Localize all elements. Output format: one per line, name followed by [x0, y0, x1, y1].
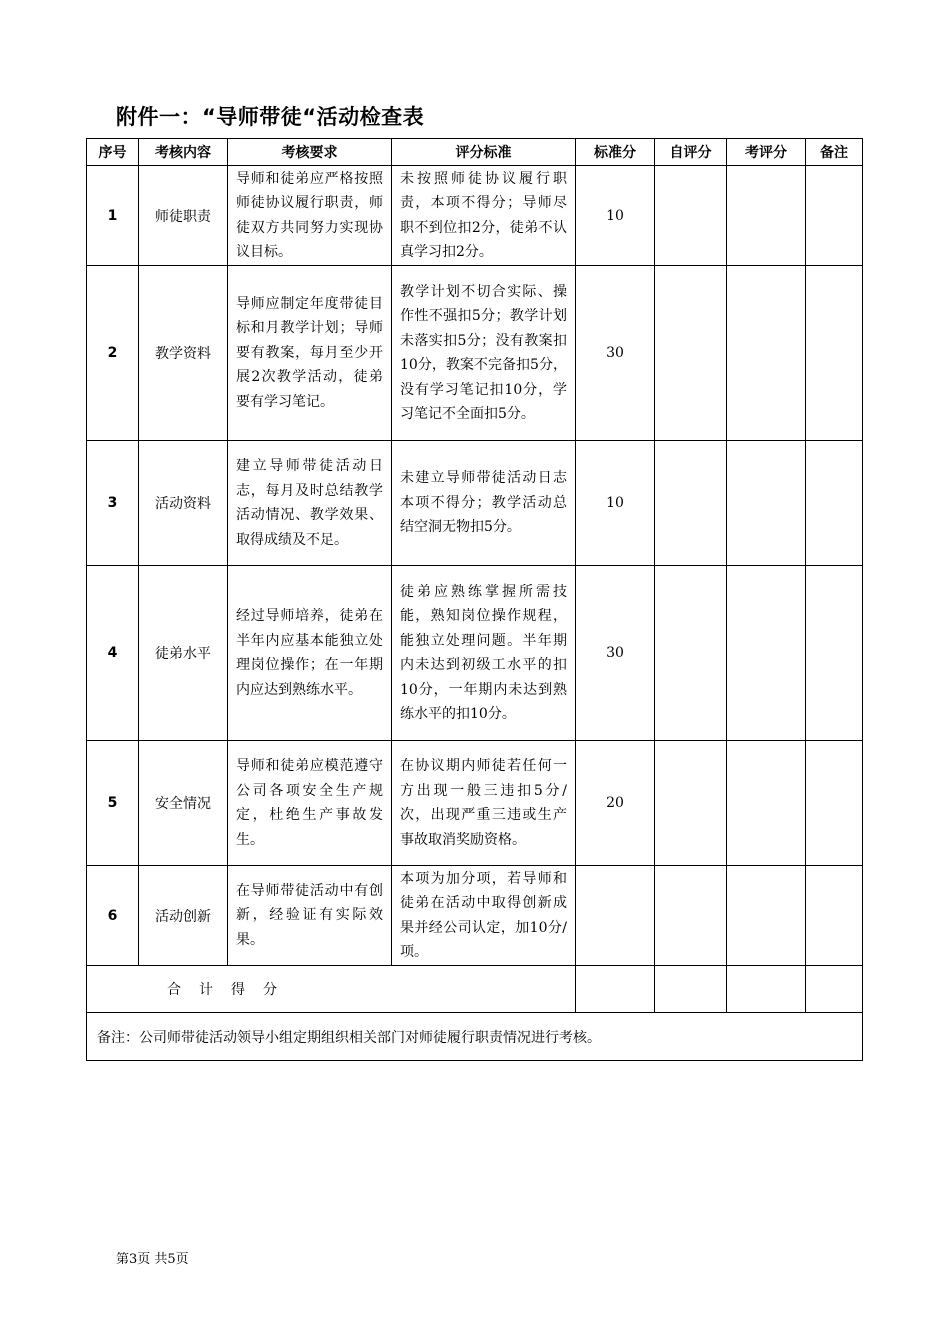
row-requirement: 导师和徒弟应严格按照师徒协议履行职责，师徒双方共同努力实现协议目标。 — [228, 166, 392, 266]
row-criteria: 教学计划不切合实际、操作性不强扣5分；教学计划未落实扣5分；没有教案扣10分，教案不完备扣5分，没有学习笔记扣10分，学习笔记不全面扣5分。 — [392, 266, 576, 441]
header-requirement: 考核要求 — [228, 139, 392, 166]
row-standard-score — [576, 866, 655, 966]
header-seq: 序号 — [87, 139, 139, 166]
row-self-score-cell — [655, 566, 727, 741]
header-criteria: 评分标准 — [392, 139, 576, 166]
table-row — [87, 866, 863, 966]
header-review-score: 考评分 — [727, 139, 806, 166]
row-requirement: 在导师带徒活动中有创新，经验证有实际效果。 — [228, 866, 392, 966]
row-standard-score: 30 — [576, 266, 655, 441]
header-remarks: 备注 — [806, 139, 863, 166]
total-row — [87, 966, 863, 1013]
row-standard-score: 10 — [576, 441, 655, 566]
row-remarks-cell — [806, 566, 863, 741]
inspection-table — [86, 138, 863, 1061]
table-note: 备注：公司师带徒活动领导小组定期组织相关部门对师徒履行职责情况进行考核。 — [87, 1013, 863, 1061]
row-remarks-cell — [806, 741, 863, 866]
row-criteria: 在协议期内师徒若任何一方出现一般三违扣5分/次，出现严重三违或生产事故取消奖励资格。 — [392, 741, 576, 866]
row-standard-score: 10 — [576, 166, 655, 266]
page-title: 附件一：“导师带徒“活动检查表 — [116, 105, 425, 129]
row-content: 师徒职责 — [139, 166, 228, 266]
row-remarks-cell — [806, 166, 863, 266]
row-remarks-cell — [806, 441, 863, 566]
row-content: 徒弟水平 — [139, 566, 228, 741]
row-self-score-cell — [655, 266, 727, 441]
row-content: 活动创新 — [139, 866, 228, 966]
row-remarks-cell — [806, 866, 863, 966]
row-seq: 3 — [87, 441, 139, 566]
row-criteria: 未建立导师带徒活动日志本项不得分；教学活动总结空洞无物扣5分。 — [392, 441, 576, 566]
row-review-score-cell — [727, 866, 806, 966]
table-row — [87, 566, 863, 741]
row-requirement: 建立导师带徒活动日志，每月及时总结教学活动情况、教学效果、取得成绩及不足。 — [228, 441, 392, 566]
row-seq: 5 — [87, 741, 139, 866]
row-review-score-cell — [727, 741, 806, 866]
row-content: 安全情况 — [139, 741, 228, 866]
row-self-score-cell — [655, 866, 727, 966]
row-seq: 1 — [87, 166, 139, 266]
total-label: 合计得分 — [87, 966, 576, 1013]
row-requirement: 经过导师培养，徒弟在半年内应基本能独立处理岗位操作；在一年期内应达到熟练水平。 — [228, 566, 392, 741]
row-seq: 6 — [87, 866, 139, 966]
row-self-score-cell — [655, 441, 727, 566]
row-requirement: 导师和徒弟应模范遵守公司各项安全生产规定，杜绝生产事故发生。 — [228, 741, 392, 866]
header-content: 考核内容 — [139, 139, 228, 166]
page-footer: 第3页 共5页 — [116, 1252, 189, 1267]
table-row — [87, 741, 863, 866]
row-standard-score: 30 — [576, 566, 655, 741]
row-content: 教学资料 — [139, 266, 228, 441]
total-remarks-cell — [806, 966, 863, 1013]
row-standard-score: 20 — [576, 741, 655, 866]
table-row — [87, 166, 863, 266]
header-self-score: 自评分 — [655, 139, 727, 166]
row-content: 活动资料 — [139, 441, 228, 566]
total-self-cell — [655, 966, 727, 1013]
row-criteria: 本项为加分项，若导师和徒弟在活动中取得创新成果并经公司认定，加10分/项。 — [392, 866, 576, 966]
row-self-score-cell — [655, 741, 727, 866]
row-review-score-cell — [727, 166, 806, 266]
row-remarks-cell — [806, 266, 863, 441]
table-header-row — [87, 139, 863, 166]
row-seq: 2 — [87, 266, 139, 441]
row-criteria: 徒弟应熟练掌握所需技能，熟知岗位操作规程，能独立处理问题。半年期内未达到初级工水平的扣10分，一年期内未达到熟练水平的扣10分。 — [392, 566, 576, 741]
note-row — [87, 1013, 863, 1061]
header-standard-score: 标准分 — [576, 139, 655, 166]
table-row — [87, 441, 863, 566]
row-review-score-cell — [727, 266, 806, 441]
row-seq: 4 — [87, 566, 139, 741]
row-requirement: 导师应制定年度带徒目标和月教学计划；导师要有教案，每月至少开展2次教学活动，徒弟要有学习笔记。 — [228, 266, 392, 441]
row-review-score-cell — [727, 566, 806, 741]
row-self-score-cell — [655, 166, 727, 266]
row-review-score-cell — [727, 441, 806, 566]
total-standard-cell — [576, 966, 655, 1013]
row-criteria: 未按照师徒协议履行职责，本项不得分；导师尽职不到位扣2分，徒弟不认真学习扣2分。 — [392, 166, 576, 266]
total-review-cell — [727, 966, 806, 1013]
table-row — [87, 266, 863, 441]
